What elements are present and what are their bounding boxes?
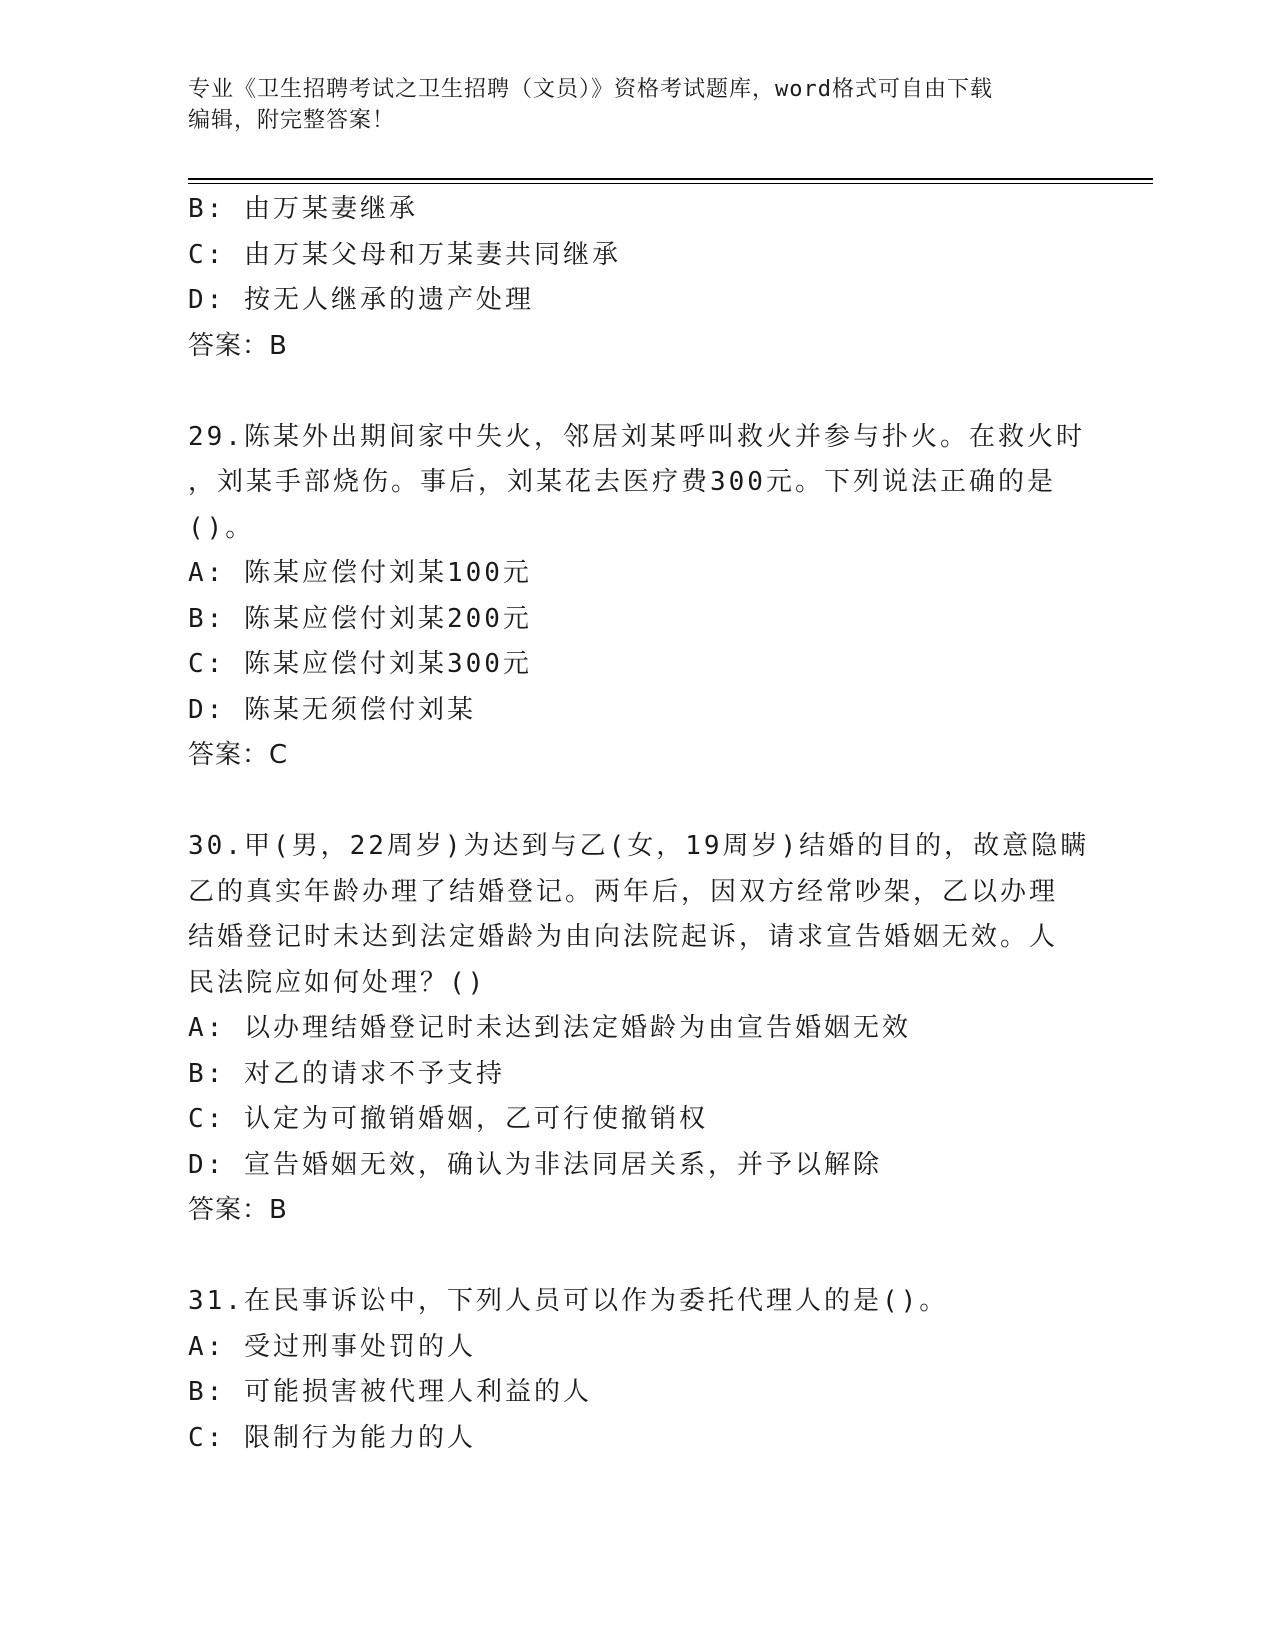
question-stem: 30.甲(男，22周岁)为达到与乙(女，19周岁)结婚的目的，故意隐瞒: [188, 831, 1090, 861]
question-block-previous: [188, 187, 1088, 369]
header-divider-thick: [188, 178, 1153, 180]
spacer: [188, 1234, 1088, 1280]
question-block-30: [188, 824, 1088, 1234]
option-a: A: 受过刑事处罚的人: [188, 1331, 476, 1362]
option-a: A: 以办理结婚登记时未达到法定婚龄为由宣告婚姻无效: [188, 1013, 911, 1043]
option-b: B: 可能损害被代理人利益的人: [188, 1377, 592, 1407]
option-c: C: 陈某应偿付刘某300元: [188, 649, 532, 679]
option-b: B: 对乙的请求不予支持: [188, 1058, 505, 1089]
option-d: D: 宣告婚姻无效，确认为非法同居关系，并予以解除: [188, 1149, 882, 1180]
option-c: C: 认定为可撤销婚姻，乙可行使撤销权: [188, 1104, 708, 1134]
question-stem: 民法院应如何处理？(): [188, 967, 487, 998]
question-stem: 乙的真实年龄办理了结婚登记。两年后，因双方经常吵架，乙以办理: [188, 876, 1059, 907]
question-block-31: [188, 1279, 1088, 1461]
header-line-1: 专业《卫生招聘考试之卫生招聘（文员）》资格考试题库，word格式可自由下载: [188, 77, 993, 102]
spacer: [188, 779, 1088, 825]
answer-line: 答案：B: [188, 330, 288, 361]
question-stem: 结婚登记时未达到法定婚龄为由向法院起诉，请求宣告婚姻无效。人: [188, 922, 1059, 952]
option-b: B: 陈某应偿付刘某200元: [188, 603, 532, 634]
header-divider-thin: [188, 183, 1153, 184]
option-c: C: 由万某父母和万某妻共同继承: [188, 239, 621, 270]
option-a: A: 陈某应偿付刘某100元: [188, 558, 532, 588]
option-d: D: 按无人继承的遗产处理: [188, 285, 534, 315]
option-b: B: 由万某妻继承: [188, 194, 418, 224]
answer-line: 答案：C: [188, 740, 289, 770]
option-c: C: 限制行为能力的人: [188, 1422, 476, 1453]
header-line-2: 编辑，附完整答案！: [188, 108, 396, 133]
document-header: [188, 74, 1088, 136]
option-d: D: 陈某无须偿付刘某: [188, 694, 476, 725]
question-stem: ，刘某手部烧伤。事后，刘某花去医疗费300元。下列说法正确的是: [188, 467, 1056, 497]
question-stem: 31.在民事诉讼中，下列人员可以作为委托代理人的是()。: [188, 1286, 949, 1316]
question-list: [188, 187, 1088, 1461]
answer-line: 答案：B: [188, 1195, 288, 1225]
question-stem: ()。: [188, 512, 255, 543]
question-stem: 29.陈某外出期间家中失火，邻居刘某呼叫救火并参与扑火。在救火时: [188, 421, 1085, 452]
question-block-29: [188, 415, 1088, 779]
spacer: [188, 369, 1088, 415]
